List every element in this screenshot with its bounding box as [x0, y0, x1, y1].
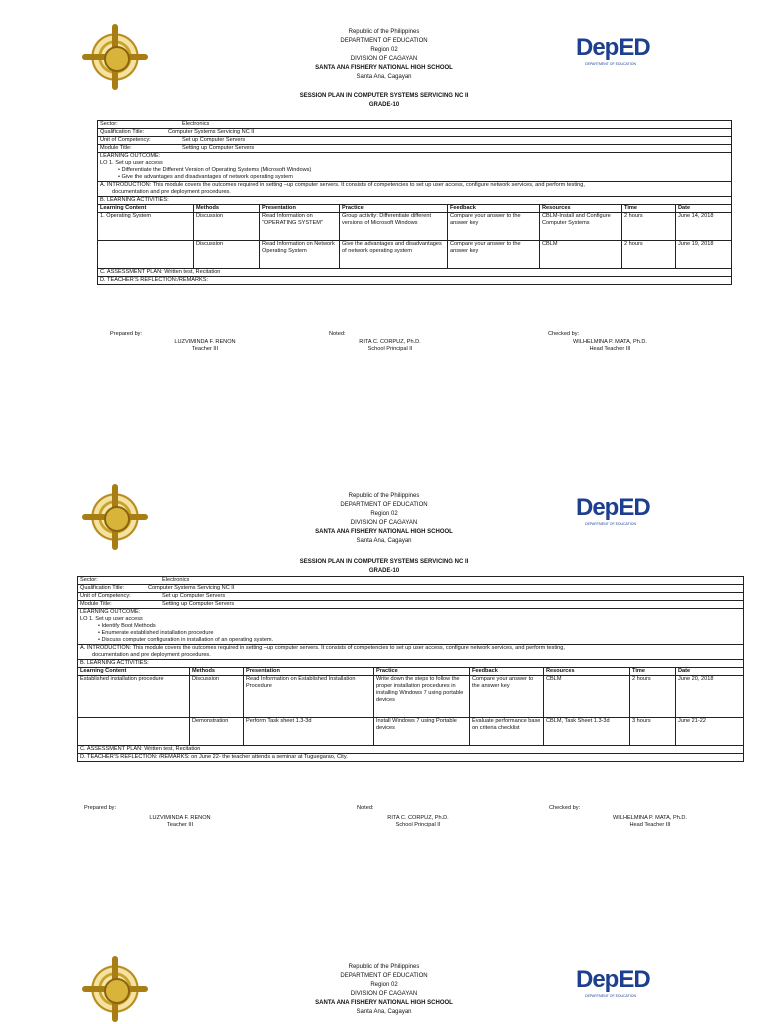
- school-seal-icon: [90, 964, 140, 1014]
- school-seal-icon: [90, 32, 140, 82]
- preparer-signature: LUZVIMINDA F. RENON Teacher III: [174, 339, 236, 352]
- plan-title: SESSION PLAN IN COMPUTER SYSTEMS SERVICING NC II GRADE-10: [299, 93, 469, 108]
- prepared-by: Prepared by:: [84, 805, 117, 811]
- session-plan-page-3: [0, 950, 768, 1024]
- checked-by: Checked by:: [549, 805, 581, 811]
- assessment-row: C. ASSESSMENT PLAN: Written test, Recitation: [78, 746, 744, 754]
- table-row: Discussion Read Information on Network Operating System Give the advantages and disadvantages of network operating system Compare your answer to the answer key CBLM 2 hours June 19, 2018: [98, 241, 732, 269]
- sector-row: Sector: Electronics: [98, 121, 732, 129]
- learning-outcome-row: LEARNING OUTCOME: LO 1. Set up user access • Differentiate the Different Version of Operating Systems (Microsoft Windows) • Give the advantages and disadvantages of network operating system: [98, 153, 732, 182]
- deped-logo-text: DepED: [576, 494, 650, 521]
- reflection-row: D. TEACHER’S REFLECTION: /REMARKS: on June 22- the teacher attends a seminar at Tuguegarao, City.: [78, 754, 744, 762]
- deped-logo-text: DepED: [576, 966, 650, 993]
- noter-signature: RITA C. CORPUZ, Ph.D. School Principal II: [359, 339, 421, 352]
- plan-title: SESSION PLAN IN COMPUTER SYSTEMS SERVICING NC II GRADE-10: [299, 559, 469, 574]
- school-seal-icon: [90, 492, 140, 542]
- introduction-row: A. INTRODUCTION: This module covers the outcomes required in setting –up computer servers. It consists of competencies to set up user access, configure network services, and perform testing, documentation and pre deployment procedures.: [98, 182, 732, 197]
- table-row: 1. Operating System Discussion Read Information on “OPERATING SYSTEM” Group activity: Differentiate different versions of Microsoft Windows Compare your answer to the answer key CBLM-Install and Configure Computer Systems 2 hours June 14, 2018: [98, 213, 732, 241]
- table-header-row: Learning Content Methods Presentation Practice Feedback Resources Time Date: [98, 205, 732, 213]
- sector-row: Sector: Electronics: [78, 577, 744, 585]
- list-item: • Discuss computer configuration in installation of an operating system.: [98, 637, 274, 643]
- activities-row: B. LEARNING ACTIVITIES:: [98, 197, 732, 205]
- noter-signature: RITA C. CORPUZ, Ph.D. School Principal II: [387, 815, 449, 828]
- deped-logo: DepED DEPARTMENT OF EDUCATION: [576, 34, 650, 66]
- preparer-signature: LUZVIMINDA F. RENON Teacher III: [149, 815, 211, 828]
- table-row: Established installation procedure Discussion Read Information on Established Installation Procedure Write down the steps to follow the proper installation procedures in installing Windows 7 using portable devices Compare your answer to the answer key CBLM 2 hours June 20, 2018: [78, 676, 744, 718]
- introduction-row: A. INTRODUCTION: This module covers the outcomes required in setting –up computer servers. It consists of competencies to set up user access, configure network services, and perform testing, documentation and pre deployment procedures.: [78, 645, 744, 660]
- activities-row: B. LEARNING ACTIVITIES:: [78, 660, 744, 668]
- page-header: Republic of the Philippines DEPARTMENT OF EDUCATION Region 02 DIVISION OF CAGAYAN SANTA ANA FISHERY NATIONAL HIGH SCHOOL Santa Ana, Cagayan: [315, 964, 453, 1015]
- list-item: • Identify Boot Methods: [98, 623, 156, 629]
- unit-row: Unit of Competency: Set up Computer Servers: [98, 137, 732, 145]
- learning-outcome-row: LEARNING OUTCOME: LO 1. Set up user access • Identify Boot Methods • Enumerate established installation procedure • Discuss computer configuration in installation of an operating system.: [78, 609, 744, 645]
- page-header: Republic of the Philippines DEPARTMENT OF EDUCATION Region 02 DIVISION OF CAGAYAN SANTA ANA FISHERY NATIONAL HIGH SCHOOL Santa Ana, Cagayan: [315, 493, 453, 544]
- checker-signature: WILHELMINA P. MATA, Ph.D. Head Teacher III: [613, 815, 687, 828]
- noted-by: Noted:: [329, 331, 346, 337]
- deped-logo: DepED DEPARTMENT OF EDUCATION: [576, 966, 650, 998]
- module-row: Module Title: Setting up Computer Servers: [78, 601, 744, 609]
- list-item: • Give the advantages and disadvantages of network operating system: [118, 174, 293, 180]
- qualification-row: Qualification Title: Computer Systems Servicing NC II: [98, 129, 732, 137]
- assessment-row: C. ASSESSMENT PLAN: Written test, Recitation: [98, 269, 732, 277]
- session-plan-table: [97, 120, 732, 285]
- session-plan-page-1: [0, 0, 768, 380]
- checker-signature: WILHELMINA P. MATA, Ph.D. Head Teacher III: [573, 339, 647, 352]
- qualification-row: Qualification Title: Computer Systems Servicing NC II: [78, 585, 744, 593]
- table-row: Demonstration Perform Task sheet 1.3-3d Install Windows 7 using Portable devices Evaluate performance base on criteria checklist CBLM, Task Sheet 1.3-3d 3 hours June 21-22: [78, 718, 744, 746]
- list-item: • Enumerate established installation procedure: [98, 630, 214, 636]
- table-header-row: Learning Content Methods Presentation Practice Feedback Resources Time Date: [78, 668, 744, 676]
- checked-by: Checked by:: [548, 331, 580, 337]
- unit-row: Unit of Competency: Set up Computer Servers: [78, 593, 744, 601]
- page-header: Republic of the Philippines DEPARTMENT OF EDUCATION Region 02 DIVISION OF CAGAYAN SANTA ANA FISHERY NATIONAL HIGH SCHOOL Santa Ana, Cagayan: [315, 29, 453, 80]
- deped-logo: DepED DEPARTMENT OF EDUCATION: [576, 494, 650, 526]
- reflection-row: D. TEACHER’S REFLECTION:/REMARKS:: [98, 277, 732, 285]
- deped-logo-text: DepED: [576, 34, 650, 61]
- noted-by: Noted:: [357, 805, 374, 811]
- session-plan-table: [77, 576, 744, 762]
- session-plan-page-2: [0, 470, 768, 850]
- list-item: • Differentiate the Different Version of Operating Systems (Microsoft Windows): [118, 167, 312, 173]
- module-row: Module Title: Setting up Computer Servers: [98, 145, 732, 153]
- prepared-by: Prepared by:: [110, 331, 143, 337]
